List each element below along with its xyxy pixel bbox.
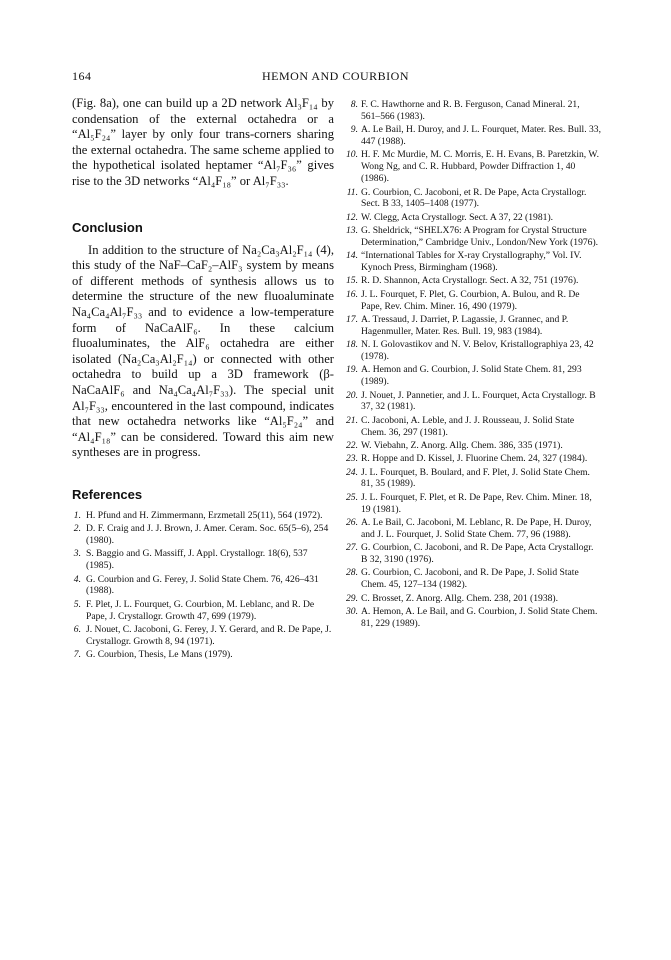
page-header	[72, 69, 599, 85]
reference-item	[345, 492, 601, 516]
reference-item	[345, 453, 601, 465]
references-heading: References	[72, 486, 143, 502]
reference-item	[345, 390, 601, 414]
reference-number: 2.	[73, 523, 81, 535]
reference-item	[345, 124, 601, 148]
reference-text: D. F. Craig and J. J. Brown, J. Amer. Ceram. Soc. 65(5–6), 254 (1980).	[86, 523, 329, 547]
reference-number: 10.	[346, 149, 358, 161]
reference-text: C. Jacoboni, A. Leble, and J. J. Rousseau, J. Solid State Chem. 36, 297 (1981).	[361, 414, 575, 438]
reference-item	[345, 187, 601, 211]
reference-text: G. Courbion, C. Jacoboni, and R. De Pape, J. Solid State Chem. 45, 127–134 (1982).	[361, 567, 579, 591]
reference-item	[72, 649, 334, 661]
reference-text: A. Le Bail, C. Jacoboni, M. Leblanc, R. De Pape, H. Duroy, and J. L. Fourquet, J. Solid State Chem. 77, 96 (1988).	[361, 516, 592, 540]
reference-text: W. Viebahn, Z. Anorg. Allg. Chem. 386, 335 (1971).	[361, 439, 563, 451]
reference-text: G. Courbion, C. Jacoboni, and R. De Pape, Acta Crystallogr. B 32, 3190 (1976).	[361, 542, 594, 566]
reference-number: 24.	[346, 466, 358, 478]
reference-number: 12.	[346, 211, 358, 223]
reference-text: R. Hoppe and D. Kissel, J. Fluorine Chem. 24, 327 (1984).	[361, 453, 588, 465]
reference-item	[72, 548, 334, 572]
reference-text: G. Courbion, C. Jacoboni, et R. De Pape, Acta Crystallogr. Sect. B 33, 1405–1408 (1977).	[361, 186, 587, 210]
reference-text: J. Nouet, J. Pannetier, and J. L. Fourquet, Acta Crystallogr. B 37, 32 (1981).	[361, 389, 596, 413]
reference-item	[345, 275, 601, 287]
reference-item	[345, 289, 601, 313]
reference-number: 11.	[346, 186, 358, 198]
references-list-right	[345, 99, 601, 630]
reference-text: R. D. Shannon, Acta Crystallogr. Sect. A 32, 751 (1976).	[361, 275, 579, 287]
left-column	[72, 96, 334, 662]
reference-item	[345, 593, 601, 605]
reference-item	[345, 339, 601, 363]
reference-text: G. Courbion, Thesis, Le Mans (1979).	[86, 649, 233, 661]
reference-number: 21.	[346, 414, 358, 426]
reference-text: J. L. Fourquet, F. Plet, G. Courbion, A. Bulou, and R. De Pape, Rev. Chim. Miner. 16, 490 (1979).	[361, 288, 580, 312]
reference-number: 26.	[346, 516, 358, 528]
reference-text: H. F. Mc Murdie, M. C. Morris, E. H. Evans, B. Paretzkin, W. Wong Ng, and C. R. Hubbard, Powder Diffraction 1, 40 (1986).	[361, 149, 599, 185]
reference-number: 23.	[346, 453, 358, 465]
reference-number: 17.	[346, 313, 358, 325]
page-number: 164	[72, 69, 92, 83]
reference-text: H. Pfund and H. Zimmermann, Erzmetall 25(11), 564 (1972).	[86, 509, 323, 521]
reference-item	[345, 364, 601, 388]
reference-item	[345, 99, 601, 123]
reference-text: C. Brosset, Z. Anorg. Allg. Chem. 238, 201 (1938).	[361, 592, 559, 604]
reference-text: F. C. Hawthorne and R. B. Ferguson, Canad Mineral. 21, 561–566 (1983).	[361, 99, 580, 122]
reference-text: F. Plet, J. L. Fourquet, G. Courbion, M. Leblanc, and R. De Pape, J. Crystallogr. Growth 47, 699 (1979).	[86, 598, 315, 622]
reference-number: 25.	[346, 491, 358, 503]
references-list-left	[72, 510, 334, 661]
running-head: HEMON AND COURBION	[261, 69, 409, 83]
reference-item	[345, 314, 601, 338]
reference-item	[345, 415, 601, 439]
reference-text: W. Clegg, Acta Crystallogr. Sect. A 37, 22 (1981).	[361, 211, 554, 223]
reference-number: 14.	[346, 250, 358, 262]
reference-text: J. L. Fourquet, B. Boulard, and F. Plet, J. Solid State Chem. 81, 35 (1989).	[361, 466, 590, 490]
reference-number: 7.	[73, 649, 81, 661]
reference-text: A. Tressaud, J. Darriet, P. Lagassie, J. Grannec, and P. Hagenmuller, Mater. Res. Bull. 19, 983 (1984).	[361, 313, 569, 337]
reference-item	[72, 599, 334, 623]
reference-number: 4.	[73, 573, 81, 585]
reference-text: A. Hemon and G. Courbion, J. Solid State Chem. 81, 293 (1989).	[361, 364, 582, 388]
reference-number: 19.	[346, 364, 358, 376]
reference-text: N. I. Golovastikov and N. V. Belov, Kristallographiya 23, 42 (1978).	[361, 339, 594, 363]
reference-number: 13.	[346, 225, 358, 237]
intro-paragraph: (Fig. 8a), one can build up a 2D network Al₃F₁₄ by condensation of the external octahedra or a “Al₅F₂₄” layer by only four trans-corners sharing the external octahedra. The same scheme applied to the hypothetical isolated heptamer “Al₇F₃₆” gives rise to the 3D networks “Al₄F₁₈” or Al₇F₃₃.	[72, 96, 334, 188]
conclusion-heading: Conclusion	[72, 219, 143, 235]
reference-number: 16.	[346, 288, 358, 300]
reference-text: A. Hemon, A. Le Bail, and G. Courbion, J. Solid State Chem. 81, 229 (1989).	[361, 605, 598, 629]
reference-number: 29.	[346, 592, 358, 604]
reference-item	[345, 517, 601, 541]
reference-item	[345, 149, 601, 185]
reference-item	[345, 250, 601, 274]
reference-number: 9.	[350, 124, 358, 136]
reference-item	[345, 225, 601, 249]
reference-text: J. L. Fourquet, F. Plet, et R. De Pape, Rev. Chim. Miner. 18, 19 (1981).	[361, 491, 592, 515]
reference-item	[345, 606, 601, 630]
reference-number: 6.	[73, 623, 81, 635]
reference-item	[345, 440, 601, 452]
reference-number: 5.	[73, 598, 81, 610]
reference-text: A. Le Bail, H. Duroy, and J. L. Fourquet, Mater. Res. Bull. 33, 447 (1988).	[361, 124, 601, 148]
reference-text: “International Tables for X-ray Crystallography,” Vol. IV. Kynoch Press, Birmingham (1968).	[361, 250, 582, 274]
reference-number: 22.	[346, 439, 358, 451]
reference-number: 18.	[346, 339, 358, 351]
conclusion-paragraph: In addition to the structure of Na₂Ca₃Al₂F₁₄ (4), this study of the NaF–CaF₂–AlF₃ system by means of different methods of synthesis allows us to determine the structure of the new fluoaluminate Na₄Ca₄Al₇F₃₃ and to evidence a low-temperature form of NaCaAlF₆. In these calcium fluoaluminates, the AlF₆ octahedra are either isolated (Na₂Ca₃Al₂F₁₄) or connected with other octahedra to build up a 3D framework (β-NaCaAlF₆ and Na₄Ca₄Al₇F₃₃). The special unit Al₇F₃₃, encountered in the last compound, indicates that new octahedra networks like “Al₅F₂₄” and “Al₄F₁₈” can be considered. Toward this aim new syntheses are in progress.	[72, 242, 334, 460]
reference-text: G. Sheldrick, “SHELX76: A Program for Crystal Structure Determination,” Cambridge Univ., London/New York (1976).	[361, 225, 599, 248]
reference-number: 15.	[346, 275, 358, 287]
reference-number: 28.	[346, 567, 358, 579]
reference-text: G. Courbion and G. Ferey, J. Solid State Chem. 76, 426–431 (1988).	[86, 573, 319, 597]
reference-item	[72, 574, 334, 598]
reference-item	[72, 624, 334, 648]
reference-item	[72, 510, 334, 522]
reference-item	[345, 212, 601, 224]
reference-number: 3.	[73, 548, 81, 560]
reference-text: J. Nouet, C. Jacoboni, G. Ferey, J. Y. Gerard, and R. De Pape, J. Crystallogr. Growth 8, 94 (1971).	[86, 623, 332, 647]
reference-item	[345, 467, 601, 491]
reference-number: 20.	[346, 389, 358, 401]
reference-number: 1.	[73, 509, 81, 521]
reference-number: 8.	[350, 99, 358, 110]
reference-item	[72, 523, 334, 547]
right-column	[345, 99, 601, 631]
reference-number: 27.	[346, 542, 358, 554]
reference-item	[345, 567, 601, 591]
reference-item	[345, 542, 601, 566]
reference-number: 30.	[346, 605, 358, 617]
reference-text: S. Baggio and G. Massiff, J. Appl. Crystallogr. 18(6), 537 (1985).	[86, 548, 308, 572]
